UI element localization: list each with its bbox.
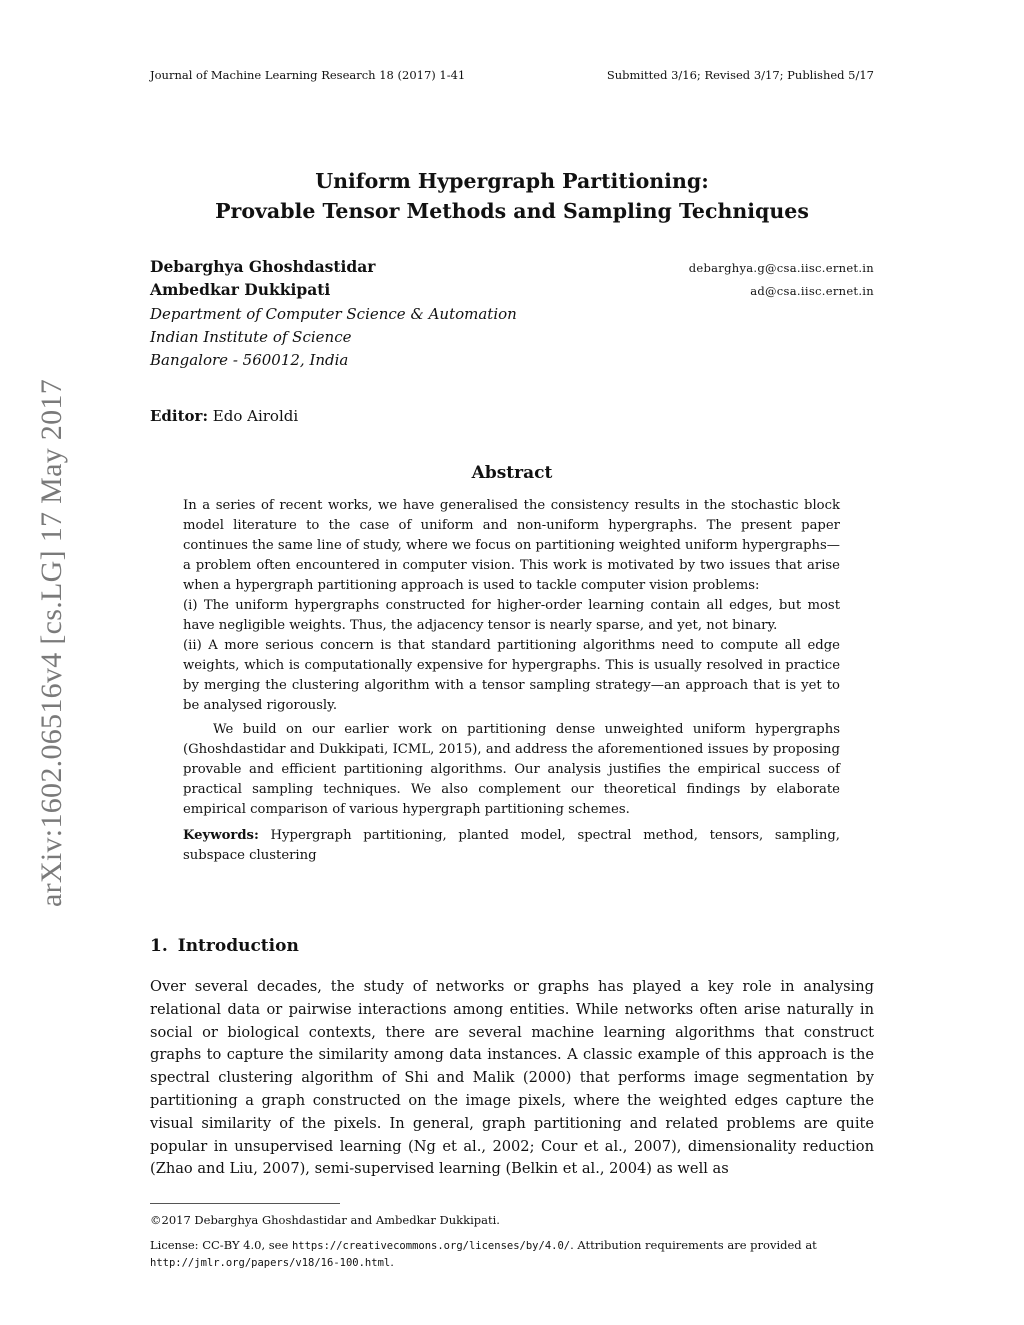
keywords-list: Hypergraph partitioning, planted model, spectral method, tensors, sampling, subspace clustering [183, 828, 840, 863]
intro-paragraph: Over several decades, the study of networks or graphs has played a key role in analysing relational data or pairwise interactions among entities. While networks often arise naturally in social or biological contexts, there are several machine learning algorithms that construct graphs to capture the similarity among data instances. A classic example of this approach is the spectral clustering algorithm of Shi and Malik (2000) that performs image segmentation by partitioning a graph constructed on the image pixels, where the weighted edges capture the visual similarity of the pixels. In general, graph partitioning and related problems are quite popular in unsupervised learning (Ng et al., 2002; Cour et al., 2007), dimensionality reduction (Zhao and Liu, 2007), semi-supervised learning (Belkin et al., 2004) as well as [150, 978, 874, 1178]
license-prefix: License: CC-BY 4.0, see [150, 1238, 289, 1252]
section-heading [150, 936, 299, 956]
author-row [150, 280, 874, 303]
author-name: Ambedkar Dukkipati [150, 280, 331, 299]
introduction-text [150, 976, 874, 1181]
author-block [150, 257, 874, 372]
author-email: ad@csa.iisc.ernet.in [750, 284, 874, 298]
paper-title [150, 166, 874, 226]
keywords [183, 826, 840, 866]
abstract-paragraph: In a series of recent works, we have generalised the consistency results in the stochastic block model literature to the case of uniform and non-uniform hypergraphs. The present paper continues the same line of study, where we focus on partitioning weighted uniform hypergraphs—a problem often encountered in computer vision. This work is motivated by two issues that arise when a hypergraph partitioning approach is used to tackle computer vision problems: [183, 498, 840, 593]
arxiv-identifier: arXiv:1602.06516v4 [cs.LG] 17 May 2017 [35, 379, 68, 907]
editor-name: Edo Airoldi [212, 407, 299, 425]
title-line-1: Uniform Hypergraph Partitioning: [315, 169, 709, 193]
footnote-rule [150, 1203, 340, 1204]
affiliation-institute: Indian Institute of Science [150, 328, 352, 346]
abstract-paragraph: We build on our earlier work on partitioning dense unweighted uniform hypergraphs (Ghoshdastidar and Dukkipati, ICML, 2015), and address the aforementioned issues by proposing provable and efficient partitioning algorithms. Our analysis justifies the empirical success of practical sampling techniques. We also complement our theoretical findings by elaborate empirical comparison of various hypergraph partitioning schemes. [183, 722, 840, 817]
journal-citation: Journal of Machine Learning Research 18 (2017) 1-41 [150, 68, 466, 82]
title-line-2: Provable Tensor Methods and Sampling Techniques [215, 199, 809, 223]
running-header [150, 68, 874, 82]
affiliation-department: Department of Computer Science & Automation [150, 305, 517, 323]
affiliation-city: Bangalore - 560012, India [150, 351, 349, 369]
abstract-paragraph: (i) The uniform hypergraphs constructed for higher-order learning contain all edges, but most have negligible weights. Thus, the adjacency tensor is nearly sparse, and yet, not binary. [183, 598, 840, 633]
abstract-body [183, 496, 840, 866]
abstract-paragraph: (ii) A more serious concern is that standard partitioning algorithms need to compute all edge weights, which is computationally expensive for hypergraphs. This is usually resolved in practice by merging the clustering algorithm with a tensor sampling strategy—an approach that is yet to be analysed rigorously. [183, 638, 840, 713]
author-email: debarghya.g@csa.iisc.ernet.in [688, 261, 874, 275]
section-title: Introduction [177, 936, 299, 956]
abstract-heading: Abstract [471, 463, 553, 483]
editor-line [150, 407, 298, 425]
editor-label: Editor: [150, 407, 208, 425]
license-notice [150, 1237, 874, 1271]
copyright-notice: ©2017 Debarghya Ghoshdastidar and Ambedkar Dukkipati. [150, 1213, 500, 1227]
attribution-link[interactable]: http://jmlr.org/papers/v18/16-100.html [150, 1257, 391, 1269]
license-end: . [390, 1255, 394, 1269]
section-number: 1. [150, 936, 168, 956]
author-name: Debarghya Ghoshdastidar [150, 257, 376, 276]
submission-dates: Submitted 3/16; Revised 3/17; Published 5/17 [606, 68, 874, 82]
keywords-label: Keywords: [183, 828, 259, 843]
author-row [150, 257, 874, 280]
license-mid: . Attribution requirements are provided at [570, 1238, 817, 1252]
license-link[interactable]: https://creativecommons.org/licenses/by/4.0/ [291, 1240, 571, 1252]
